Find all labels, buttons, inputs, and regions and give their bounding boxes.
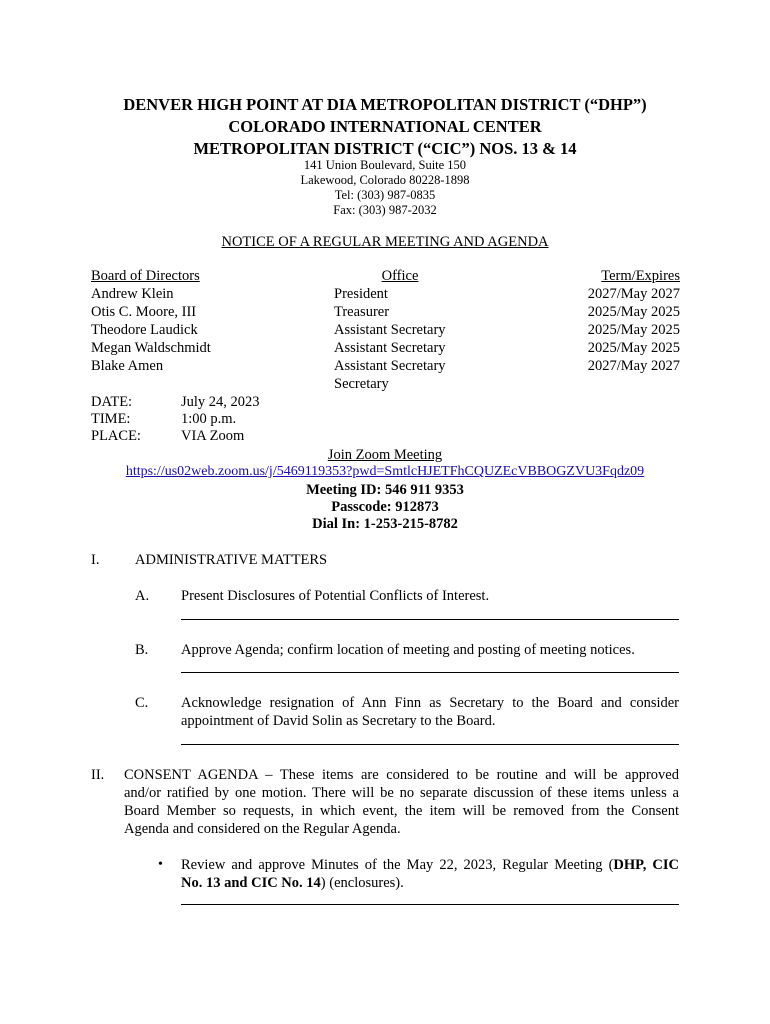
office-title: Assistant Secretary: [334, 358, 446, 374]
date-label: DATE:: [91, 394, 133, 410]
office-title: Assistant Secretary: [334, 322, 446, 338]
term-expires: 2027/May 2027: [587, 286, 680, 302]
board-member: Blake Amen: [91, 358, 164, 374]
section-2-line-1: CONSENT AGENDA – These items are considered to be routine and will be approved: [124, 767, 679, 783]
board-member: Theodore Laudick: [91, 322, 198, 338]
term-expires: 2025/May 2025: [587, 304, 680, 320]
dial-in: Dial In: 1-253-215-8782: [312, 516, 458, 532]
time-value: 1:00 p.m.: [181, 411, 237, 427]
notice-heading-text: NOTICE OF A REGULAR MEETING AND AGENDA: [221, 234, 549, 250]
bullet-1-text-d: ) (enclosures).: [320, 875, 404, 891]
office-title: President: [334, 286, 388, 302]
bullet-1-rule: [181, 904, 679, 905]
section-2-line-4: Agenda and considered on the Regular Agenda.: [124, 821, 401, 837]
time-label: TIME:: [91, 411, 131, 427]
office-title: Secretary: [334, 376, 389, 392]
office-title: Treasurer: [334, 304, 390, 320]
telephone: Tel: (303) 987-0835: [334, 188, 436, 202]
address-line-2: Lakewood, Colorado 80228-1898: [300, 173, 470, 187]
notice-heading: [0, 233, 770, 251]
board-member: Megan Waldschmidt: [91, 340, 211, 356]
term-expires: 2027/May 2027: [587, 358, 680, 374]
date-value: July 24, 2023: [181, 394, 260, 410]
bullet-1-text-c: No. 13 and CIC No. 14: [181, 875, 321, 891]
join-zoom-heading: [0, 446, 770, 464]
item-c-letter: C.: [135, 695, 149, 711]
item-c-rule: [181, 744, 679, 745]
district-title-line-1: DENVER HIGH POINT AT DIA METROPOLITAN DISTRICT (“DHP”): [123, 95, 647, 114]
board-column-heading: Board of Directors: [91, 268, 200, 284]
item-a-text: Present Disclosures of Potential Conflicts of Interest.: [181, 588, 490, 604]
item-b-rule: [181, 672, 679, 673]
join-zoom-text: Join Zoom Meeting: [327, 447, 443, 463]
bullet-1-text-a: Review and approve Minutes of the May 22, 2023, Regular Meeting (: [181, 857, 614, 873]
term-column: [588, 267, 680, 375]
bullet-icon: •: [158, 857, 163, 872]
bullet-1-line-2: [181, 874, 404, 892]
section-2-line-3: Board Member so requests, in which event, the item will be removed from the Consent: [124, 803, 679, 819]
section-2-line-2: and/or ratified by one motion. There will be no separate discussion of these items unless a: [124, 785, 679, 801]
item-a-rule: [181, 619, 679, 620]
passcode: Passcode: 912873: [331, 499, 439, 515]
district-title-line-3: METROPOLITAN DISTRICT (“CIC”) NOS. 13 & 14: [193, 139, 577, 158]
address-line-1: 141 Union Boulevard, Suite 150: [303, 158, 467, 172]
section-2-number: II.: [91, 767, 105, 783]
fax: Fax: (303) 987-2032: [333, 203, 437, 217]
item-c-line-2: appointment of David Solin as Secretary to the Board.: [181, 713, 496, 729]
item-c-line-1: Acknowledge resignation of Ann Finn as Secretary to the Board and consider: [181, 695, 679, 711]
section-1-title: ADMINISTRATIVE MATTERS: [135, 552, 328, 568]
place-label: PLACE:: [91, 428, 141, 444]
place-value: VIA Zoom: [181, 428, 245, 444]
term-expires: 2025/May 2025: [587, 340, 680, 356]
bullet-1-text-b: DHP, CIC: [613, 857, 679, 873]
zoom-link[interactable]: https://us02web.zoom.us/j/5469119353?pwd=SmtlcHJETFhCQUZEcVBBOGZVU3Fqdz09: [125, 464, 645, 479]
item-b-text: Approve Agenda; confirm location of meeting and posting of meeting notices.: [181, 642, 635, 658]
board-members-column: [91, 267, 211, 375]
meeting-id: Meeting ID: 546 911 9353: [306, 482, 464, 498]
office-title: Assistant Secretary: [334, 340, 446, 356]
board-member: Andrew Klein: [91, 286, 174, 302]
office-column: [334, 267, 446, 393]
section-1-number: I.: [91, 552, 100, 568]
item-b-letter: B.: [135, 642, 149, 658]
term-expires: 2025/May 2025: [587, 322, 680, 338]
bullet-1-line-1: [181, 856, 679, 874]
district-title-line-2: COLORADO INTERNATIONAL CENTER: [228, 117, 542, 136]
zoom-link-row: [0, 463, 770, 481]
term-column-heading: Term/Expires: [601, 268, 680, 284]
item-a-letter: A.: [135, 588, 150, 604]
office-column-heading: Office: [381, 268, 419, 284]
board-member: Otis C. Moore, III: [91, 304, 197, 320]
